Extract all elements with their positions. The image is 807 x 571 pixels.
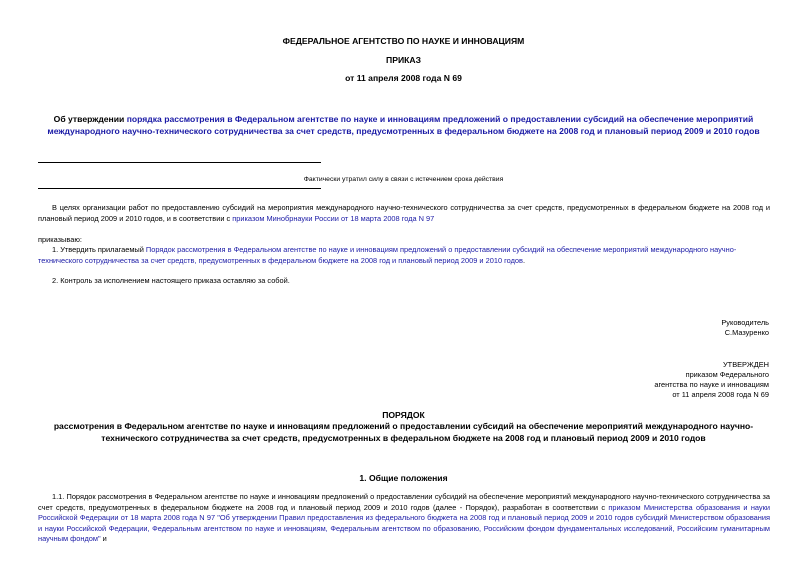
paragraph-1-link-1[interactable]: приказом Министерства образования и науки Российской Федерации от 18 марта 2008 года N 97	[38, 502, 770, 523]
section-1-paragraph-1	[38, 492, 770, 545]
preamble-link[interactable]: приказом Минобрнауки России от 18 марта 2008 года N 97	[232, 213, 435, 223]
document-date-number: от 11 апреля 2008 года N 69	[345, 73, 462, 83]
approval-line-3: от 11 апреля 2008 года N 69	[672, 390, 769, 399]
paragraph-1-link-2[interactable]: "Об утверждении Правил предоставления из федерального бюджета на 2008 год и плановый период 2009 и 2010 годов субсидий Министерством образования и науки Российской Федерации, Федеральным агентством по науке и инновациям, Федеральным агентством по образованию, Российским фондом фундаментальных исследований, Российским гуманитарным научным фондом"	[38, 513, 771, 544]
paragraph-1-prefix: 1.1. Порядок рассмотрения в Федеральном агентстве по науке и инновациям предложений о предоставлении субсидий на обеспечение мероприятий международного научно-технического сотрудничества за счет средств, предусмотренных в федеральном бюджете на 2008 год и плановый период 2009 и 2010 годов (далее - Порядок), разработан в соответствии с	[38, 492, 770, 512]
document-title	[36, 114, 771, 138]
signature-name: С.Мазуренко	[724, 328, 769, 337]
title-link[interactable]: порядка рассмотрения в Федеральном агентстве по науке и инновациям предложений о предоставлении субсидий на обеспечение мероприятий международного научно-технического сотрудничества за счет средств, предусмотренных в федеральном бюджете на 2008 год и плановый период 2009 и 2010 годов	[47, 114, 760, 136]
paragraph-1-suffix: и	[100, 534, 107, 544]
item-1	[38, 245, 770, 266]
agency-name: ФЕДЕРАЛЬНОЕ АГЕНТСТВО ПО НАУКЕ И ИННОВАЦИЯМ	[282, 36, 525, 46]
order-word: приказываю:	[38, 235, 82, 244]
preamble	[38, 203, 770, 224]
approval-line-2: агентства по науке и инновациям	[654, 380, 769, 389]
section-1-heading: 1. Общие положения	[359, 473, 448, 483]
procedure-heading: ПОРЯДОК	[382, 410, 425, 420]
approval-line-1: приказом Федерального	[685, 370, 769, 379]
status-note: Фактически утратил силу в связи с истечением срока действия	[303, 176, 504, 183]
approval-heading: УТВЕРЖДЕН	[722, 360, 769, 369]
document-type: ПРИКАЗ	[386, 55, 421, 65]
item-1-prefix: 1. Утвердить прилагаемый	[52, 245, 146, 254]
divider-top	[38, 162, 321, 163]
item-1-suffix: .	[522, 255, 526, 265]
divider-bottom	[38, 188, 321, 189]
item-2: 2. Контроль за исполнением настоящего приказа оставляю за собой.	[52, 276, 290, 285]
preamble-text: В целях организации работ по предоставлению субсидий на мероприятия международного научно-технического сотрудничества за счет средств, предусмотренных в федеральном бюджете на 2008 год и плановый период 2009 и 2010 годов, и в соответствии с	[38, 203, 770, 223]
procedure-subtitle: рассмотрения в Федеральном агентстве по науке и инновациям предложений о предоставлении субсидий на обеспечение мероприятий международного научно-технического сотрудничества за счет средств, предусмотренных в федеральном бюджете на 2008 год и плановый период 2009 и 2010 годов	[53, 421, 754, 443]
item-1-link[interactable]: Порядок рассмотрения в Федеральном агентстве по науке и инновациям предложений о предоставлении субсидий на обеспечение мероприятий международного научно-технического сотрудничества за счет средств, предусмотренных в федеральном бюджете на 2008 год и плановый период 2009 и 2010 годов	[38, 245, 737, 265]
signature-position: Руководитель	[721, 318, 769, 327]
title-prefix: Об утверждении	[53, 114, 127, 124]
